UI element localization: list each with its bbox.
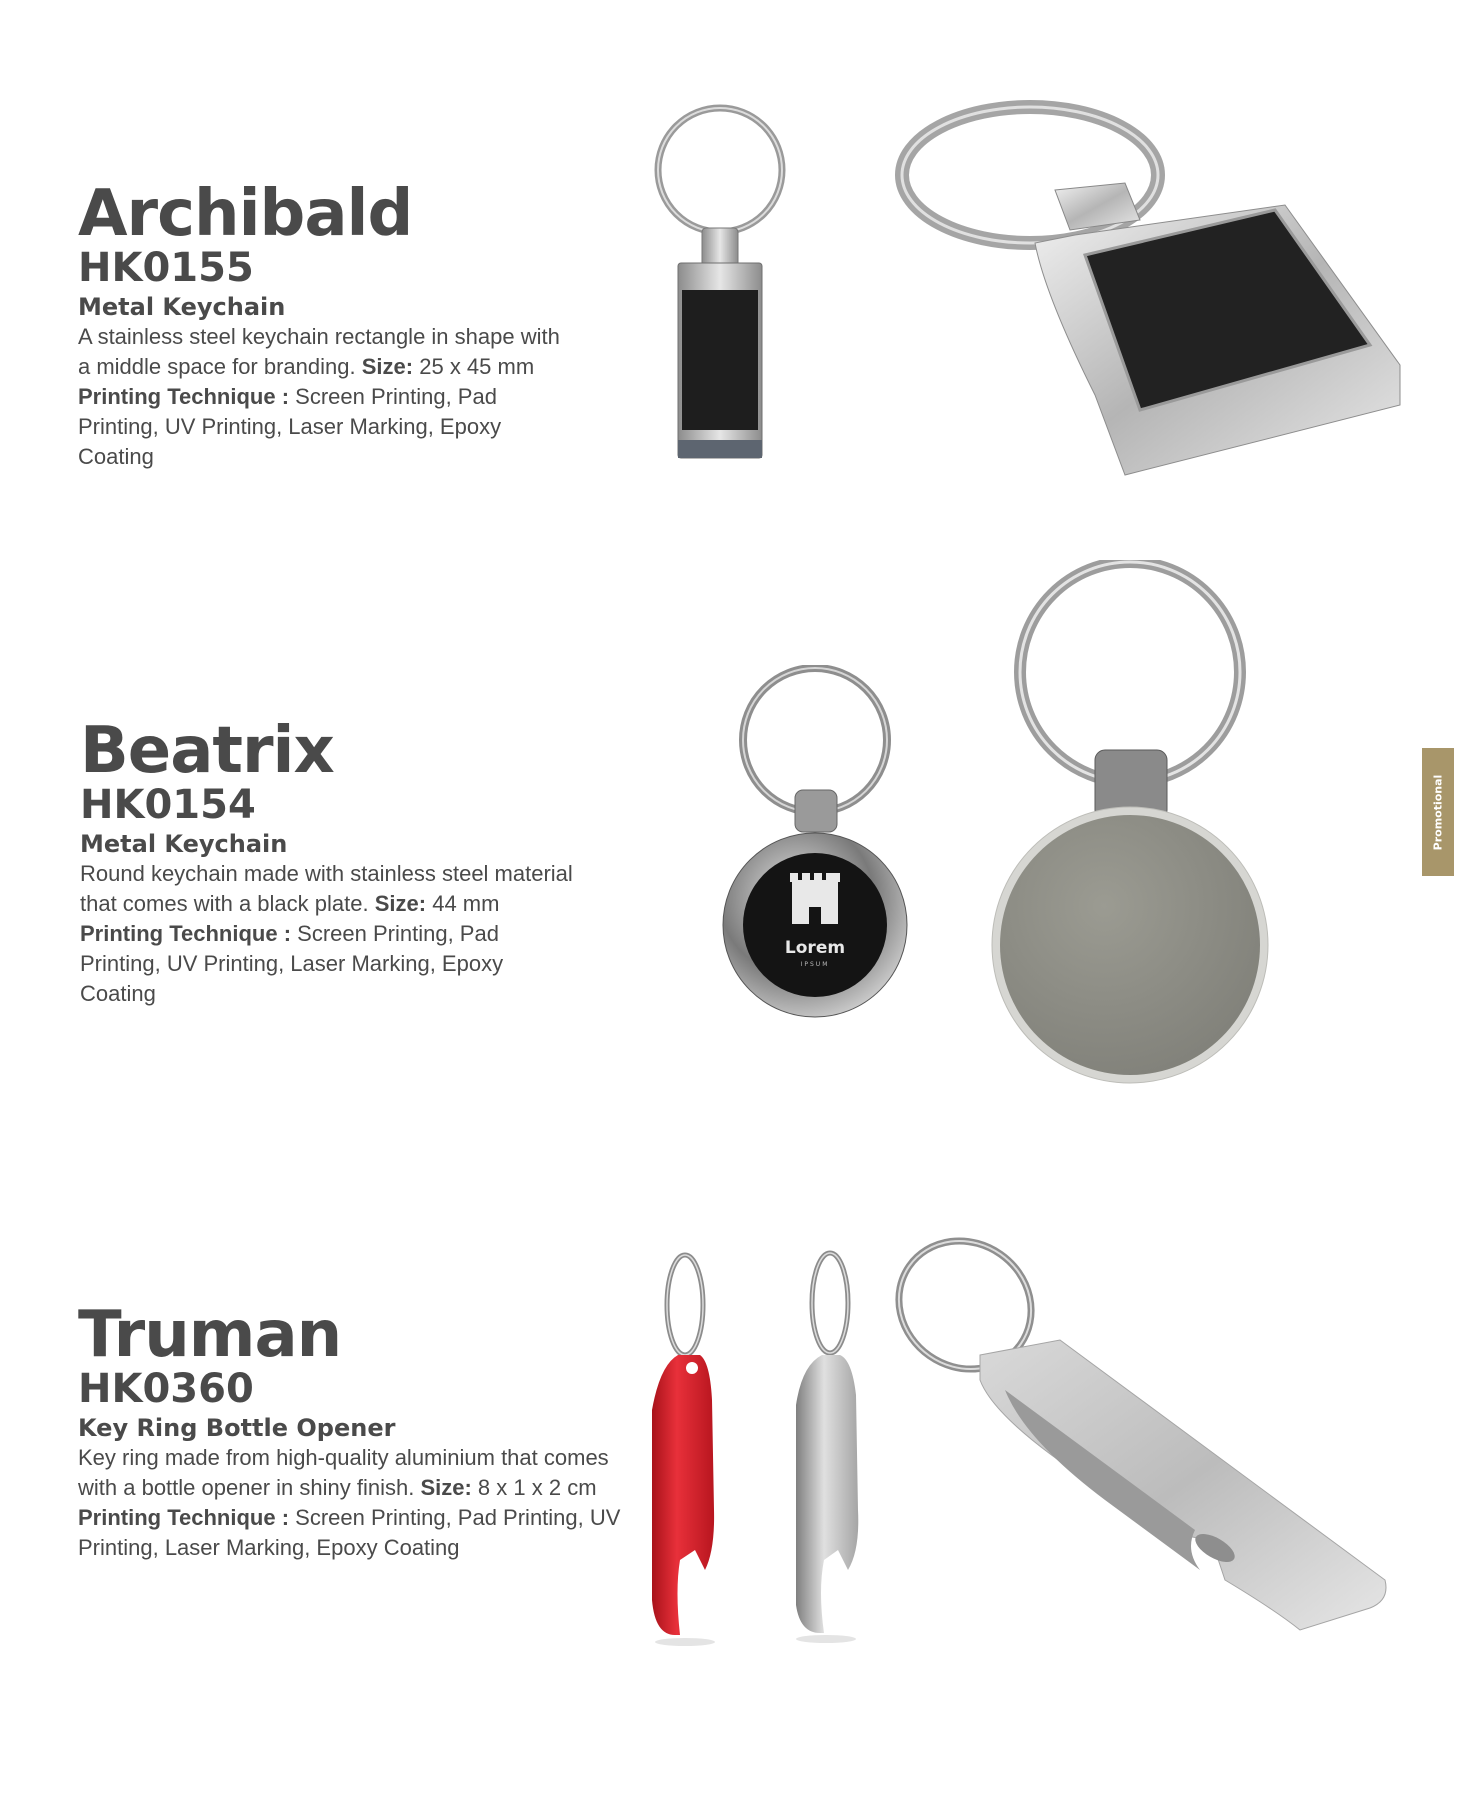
product-archibald [78, 177, 638, 472]
technique-label: Printing Technique : [78, 384, 290, 409]
tower-logo-icon [790, 873, 840, 924]
archibald-keychain-angled-image [895, 95, 1415, 485]
product-code: HK0154 [80, 782, 256, 828]
product-type: Metal Keychain [78, 293, 286, 321]
product-code: HK0360 [78, 1366, 254, 1412]
promotional-side-tab [1422, 748, 1454, 876]
technique-value: Screen Printing, Pad Printing, UV Printing, Laser Marking, Epoxy Coating [80, 921, 504, 1006]
product-type: Key Ring Bottle Opener [78, 1414, 396, 1442]
size-value: 25 x 45 mm [419, 354, 535, 379]
truman-opener-silver-image [780, 1245, 890, 1645]
technique-value: Screen Printing, Pad Printing, UV Printing, Laser Marking, Epoxy Coating [78, 384, 502, 469]
description-text: Round keychain made with stainless steel material that comes with a black plate. [80, 861, 573, 916]
product-code: HK0155 [78, 245, 254, 291]
product-name: Beatrix [80, 714, 334, 788]
beatrix-keychain-blank-image [985, 560, 1275, 1110]
product-description [80, 859, 580, 1009]
product-type: Metal Keychain [80, 830, 288, 858]
logo-subtext: IPSUM [800, 961, 830, 968]
technique-value: Screen Printing, Pad Printing, UV Printing, Laser Marking, Epoxy Coating [78, 1505, 621, 1560]
truman-opener-angled-image [895, 1230, 1395, 1650]
product-beatrix [80, 714, 640, 1009]
beatrix-keychain-branded-image [720, 665, 920, 1045]
logo-text: Lorem [784, 938, 846, 958]
size-label: Size: [420, 1475, 472, 1500]
size-label: Size: [374, 891, 427, 916]
archibald-keychain-front-image [650, 100, 790, 470]
description-text: A stainless steel keychain rectangle in shape with a middle space for branding. [78, 324, 560, 379]
description-text: Key ring made from high-quality aluminium that comes with a bottle opener in shiny finish. [78, 1445, 609, 1500]
technique-label: Printing Technique : [80, 921, 292, 946]
product-name: Archibald [78, 177, 413, 251]
size-value: 8 x 1 x 2 cm [477, 1475, 597, 1500]
side-tab-label: Promotional [1431, 774, 1445, 850]
technique-label: Printing Technique : [78, 1505, 290, 1530]
product-description [78, 322, 578, 472]
truman-opener-red-image [640, 1250, 760, 1650]
product-description [78, 1443, 638, 1563]
size-value: 44 mm [432, 891, 500, 916]
product-name: Truman [78, 1298, 342, 1372]
size-label: Size: [361, 354, 414, 379]
product-truman [78, 1298, 638, 1563]
